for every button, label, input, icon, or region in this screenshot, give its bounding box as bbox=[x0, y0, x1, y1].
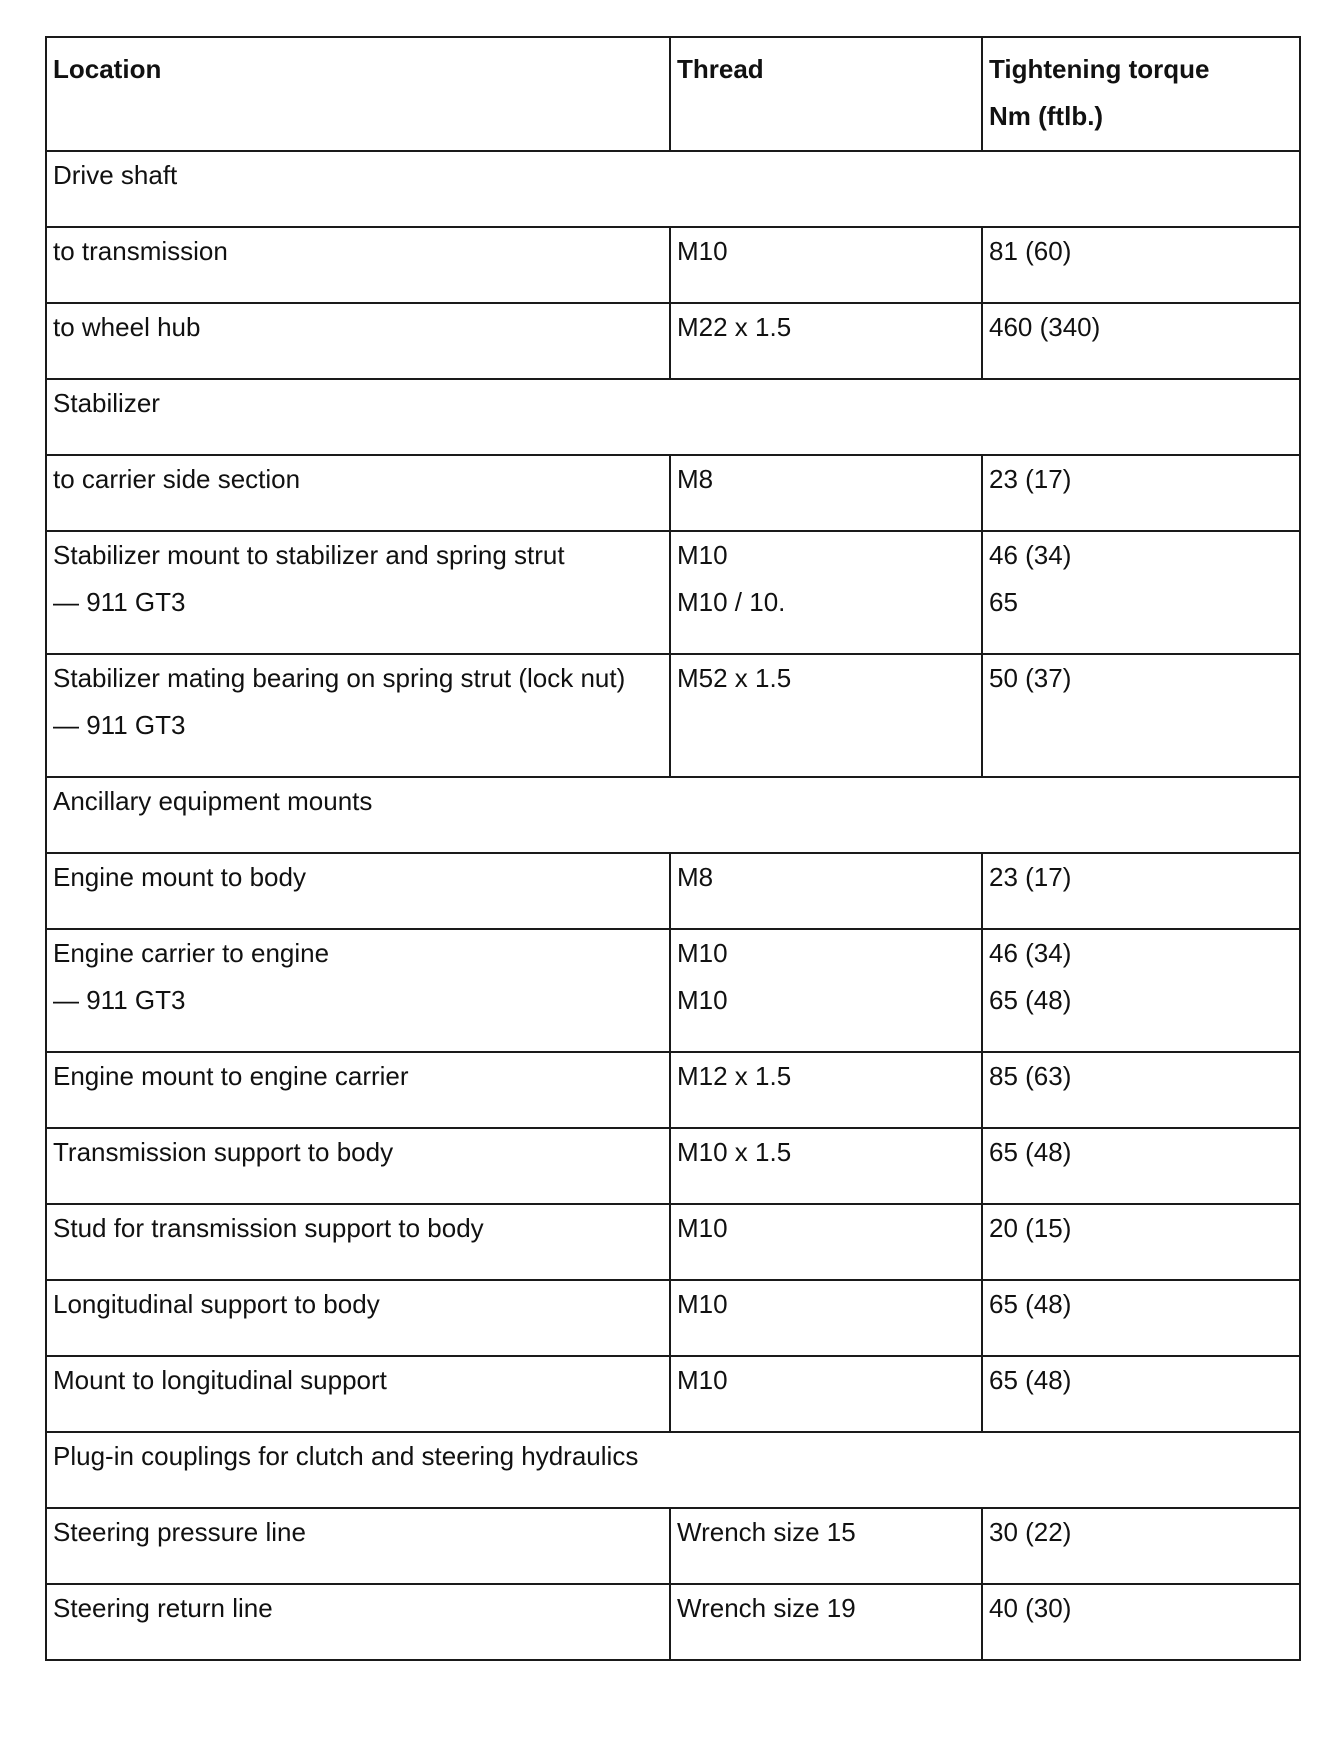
location-text: Stud for transmission support to body bbox=[53, 1213, 484, 1243]
torque-text: 460 (340) bbox=[989, 312, 1101, 342]
thread-cell bbox=[670, 1508, 982, 1584]
location-text: Stabilizer mating bearing on spring strut (lock nut) bbox=[53, 663, 626, 693]
torque-text: 46 (34) bbox=[989, 540, 1072, 570]
location-cell bbox=[46, 1356, 670, 1432]
torque-text: 46 (34) bbox=[989, 938, 1072, 968]
torque-cell bbox=[982, 1052, 1300, 1128]
location-text: Engine mount to body bbox=[53, 862, 306, 892]
column-header-thread bbox=[670, 37, 982, 151]
location-cell bbox=[46, 1128, 670, 1204]
torque-cell bbox=[982, 455, 1300, 531]
thread-cell bbox=[670, 853, 982, 929]
location-text: Transmission support to body bbox=[53, 1137, 394, 1167]
section-header-row bbox=[46, 777, 1300, 853]
table-row bbox=[46, 303, 1300, 379]
location-text: to carrier side section bbox=[53, 464, 301, 494]
torque-cell bbox=[982, 853, 1300, 929]
table-row bbox=[46, 654, 1300, 777]
thread-text: M8 bbox=[677, 862, 714, 892]
thread-text: M10 bbox=[677, 1365, 728, 1395]
location-text: — 911 GT3 bbox=[53, 985, 186, 1015]
thread-text: M8 bbox=[677, 464, 714, 494]
thread-cell bbox=[670, 1584, 982, 1660]
thread-text: M10 bbox=[677, 540, 728, 570]
table-row bbox=[46, 1204, 1300, 1280]
thread-cell bbox=[670, 1204, 982, 1280]
table-row bbox=[46, 1356, 1300, 1432]
section-header-cell bbox=[46, 151, 1300, 227]
header-location-label: Location bbox=[53, 54, 162, 84]
thread-cell bbox=[670, 654, 982, 777]
thread-text: M10 bbox=[677, 236, 728, 266]
table-row bbox=[46, 1280, 1300, 1356]
torque-cell bbox=[982, 1280, 1300, 1356]
thread-text: M10 x 1.5 bbox=[677, 1137, 792, 1167]
thread-text: Wrench size 19 bbox=[677, 1593, 856, 1623]
location-cell bbox=[46, 455, 670, 531]
section-header-cell bbox=[46, 777, 1300, 853]
thread-cell bbox=[670, 531, 982, 654]
location-cell bbox=[46, 1280, 670, 1356]
location-cell bbox=[46, 654, 670, 777]
thread-text: M10 bbox=[677, 985, 728, 1015]
table-row bbox=[46, 1508, 1300, 1584]
table-body bbox=[46, 151, 1300, 1660]
thread-cell bbox=[670, 1128, 982, 1204]
column-header-location bbox=[46, 37, 670, 151]
torque-cell bbox=[982, 929, 1300, 1052]
thread-cell bbox=[670, 1052, 982, 1128]
location-text: Engine mount to engine carrier bbox=[53, 1061, 409, 1091]
table-row bbox=[46, 455, 1300, 531]
torque-text: 40 (30) bbox=[989, 1593, 1072, 1623]
thread-text: M22 x 1.5 bbox=[677, 312, 792, 342]
table-row bbox=[46, 1128, 1300, 1204]
location-cell bbox=[46, 1508, 670, 1584]
thread-cell bbox=[670, 1280, 982, 1356]
torque-text: 65 (48) bbox=[989, 985, 1072, 1015]
table-header bbox=[46, 37, 1300, 151]
section-header-cell bbox=[46, 1432, 1300, 1508]
torque-text: 30 (22) bbox=[989, 1517, 1072, 1547]
location-cell bbox=[46, 1204, 670, 1280]
location-cell bbox=[46, 227, 670, 303]
torque-text: 65 (48) bbox=[989, 1137, 1072, 1167]
torque-cell bbox=[982, 303, 1300, 379]
torque-text: 65 (48) bbox=[989, 1365, 1072, 1395]
thread-cell bbox=[670, 303, 982, 379]
section-header-row bbox=[46, 151, 1300, 227]
torque-text: 65 (48) bbox=[989, 1289, 1072, 1319]
location-text: — 911 GT3 bbox=[53, 710, 186, 740]
section-label: Plug-in couplings for clutch and steering hydraulics bbox=[53, 1441, 639, 1471]
location-cell bbox=[46, 303, 670, 379]
thread-cell bbox=[670, 227, 982, 303]
header-torque-unit: Nm (ftlb.) bbox=[989, 101, 1104, 131]
torque-cell bbox=[982, 654, 1300, 777]
column-header-torque bbox=[982, 37, 1300, 151]
table-row bbox=[46, 531, 1300, 654]
thread-text: M10 bbox=[677, 938, 728, 968]
thread-cell bbox=[670, 455, 982, 531]
thread-cell bbox=[670, 929, 982, 1052]
location-text: Longitudinal support to body bbox=[53, 1289, 380, 1319]
header-thread-label: Thread bbox=[677, 54, 764, 84]
table-row bbox=[46, 929, 1300, 1052]
torque-text: 23 (17) bbox=[989, 862, 1072, 892]
header-row bbox=[46, 37, 1300, 151]
torque-cell bbox=[982, 531, 1300, 654]
location-cell bbox=[46, 853, 670, 929]
location-text: to transmission bbox=[53, 236, 228, 266]
torque-cell bbox=[982, 227, 1300, 303]
table-row bbox=[46, 1052, 1300, 1128]
location-cell bbox=[46, 1052, 670, 1128]
torque-text: 50 (37) bbox=[989, 663, 1072, 693]
thread-text: M10 / 10. bbox=[677, 587, 786, 617]
table-row bbox=[46, 853, 1300, 929]
thread-text: Wrench size 15 bbox=[677, 1517, 856, 1547]
location-cell bbox=[46, 929, 670, 1052]
table-row bbox=[46, 1584, 1300, 1660]
torque-text: 85 (63) bbox=[989, 1061, 1072, 1091]
location-text: Steering return line bbox=[53, 1593, 273, 1623]
location-text: Steering pressure line bbox=[53, 1517, 306, 1547]
torque-text: 23 (17) bbox=[989, 464, 1072, 494]
torque-cell bbox=[982, 1508, 1300, 1584]
torque-text: 81 (60) bbox=[989, 236, 1072, 266]
section-header-row bbox=[46, 1432, 1300, 1508]
section-label: Drive shaft bbox=[53, 160, 178, 190]
torque-specification-table bbox=[45, 36, 1301, 1661]
location-text: Stabilizer mount to stabilizer and spring strut bbox=[53, 540, 565, 570]
section-label: Stabilizer bbox=[53, 388, 160, 418]
header-torque-label: Tightening torque bbox=[989, 54, 1210, 84]
location-text: to wheel hub bbox=[53, 312, 201, 342]
location-text: — 911 GT3 bbox=[53, 587, 186, 617]
torque-cell bbox=[982, 1584, 1300, 1660]
thread-text: M10 bbox=[677, 1289, 728, 1319]
torque-text: 20 (15) bbox=[989, 1213, 1072, 1243]
torque-cell bbox=[982, 1204, 1300, 1280]
torque-cell bbox=[982, 1356, 1300, 1432]
location-cell bbox=[46, 1584, 670, 1660]
section-header-row bbox=[46, 379, 1300, 455]
thread-text: M52 x 1.5 bbox=[677, 663, 792, 693]
location-cell bbox=[46, 531, 670, 654]
torque-cell bbox=[982, 1128, 1300, 1204]
thread-text: M12 x 1.5 bbox=[677, 1061, 792, 1091]
section-label: Ancillary equipment mounts bbox=[53, 786, 373, 816]
torque-text: 65 bbox=[989, 587, 1018, 617]
thread-text: M10 bbox=[677, 1213, 728, 1243]
thread-cell bbox=[670, 1356, 982, 1432]
location-text: Engine carrier to engine bbox=[53, 938, 330, 968]
section-header-cell bbox=[46, 379, 1300, 455]
table-row bbox=[46, 227, 1300, 303]
location-text: Mount to longitudinal support bbox=[53, 1365, 387, 1395]
